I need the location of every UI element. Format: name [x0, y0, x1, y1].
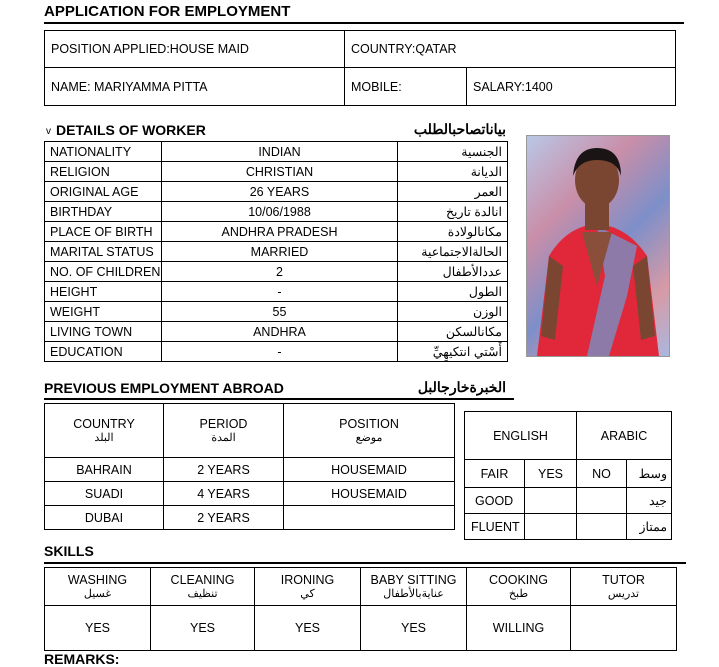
worker-photo [526, 135, 670, 357]
details-mark: v [46, 126, 51, 137]
previous-title-ar: الخبرةخارجالبل [417, 379, 506, 395]
page-title: APPLICATION FOR EMPLOYMENT [44, 3, 291, 20]
detail-label: RELIGION [45, 162, 162, 182]
header-table [44, 30, 676, 106]
detail-label-ar: أَسْتي انتكيهِيِّ [398, 342, 508, 362]
skill-cleaning: CLEANING تنظيف [151, 568, 255, 606]
table-row [45, 342, 508, 362]
detail-label: NO. OF CHILDREN [45, 262, 162, 282]
previous-title: PREVIOUS EMPLOYMENT ABROAD [44, 380, 284, 396]
skill-value: YES [151, 606, 255, 651]
table-row [45, 282, 508, 302]
details-table [44, 141, 508, 362]
prev-cell: HOUSEMAID [284, 458, 455, 482]
skills-rule [44, 562, 686, 564]
detail-value: MARRIED [162, 242, 398, 262]
detail-label: WEIGHT [45, 302, 162, 322]
skill-tutor: TUTOR تدريس [571, 568, 677, 606]
lang-fluent: FLUENT [465, 514, 525, 540]
lang-arabic: ARABIC [577, 412, 672, 460]
skill-value: WILLING [467, 606, 571, 651]
prev-header-country: COUNTRY البلد [45, 404, 164, 458]
languages-table [464, 411, 672, 540]
detail-label: HEIGHT [45, 282, 162, 302]
detail-label-ar: الوزن [398, 302, 508, 322]
detail-value: ANDHRA [162, 322, 398, 342]
table-row [45, 242, 508, 262]
prev-cell: 4 YEARS [164, 482, 284, 506]
detail-value: 26 YEARS [162, 182, 398, 202]
lang-yes: YES [525, 460, 577, 488]
lang-good: GOOD [465, 488, 525, 514]
lang-english: ENGLISH [465, 412, 577, 460]
table-row [45, 262, 508, 282]
table-row [45, 142, 508, 162]
skill-value: YES [361, 606, 467, 651]
lang-fluent-ar: ممتاز [627, 514, 672, 540]
detail-label-ar: العمر [398, 182, 508, 202]
detail-label: MARITAL STATUS [45, 242, 162, 262]
table-row [45, 182, 508, 202]
skill-baby-sitting: BABY SITTING عنايةبالأطفال [361, 568, 467, 606]
detail-label: PLACE OF BIRTH [45, 222, 162, 242]
detail-label-ar: الطول [398, 282, 508, 302]
table-row [45, 506, 455, 530]
skill-value [571, 606, 677, 651]
table-row [45, 322, 508, 342]
details-title-ar: بياناتصاحبالطلب [413, 121, 506, 137]
detail-label: EDUCATION [45, 342, 162, 362]
prev-header-position: POSITION موضع [284, 404, 455, 458]
detail-label: BIRTHDAY [45, 202, 162, 222]
detail-value: - [162, 342, 398, 362]
detail-label-ar: الجنسية [398, 142, 508, 162]
skills-title: SKILLS [44, 543, 94, 559]
previous-table [44, 403, 455, 530]
table-row [45, 222, 508, 242]
applicant-name: NAME: MARIYAMMA PITTA [45, 68, 345, 106]
table-row [45, 302, 508, 322]
lang-no: NO [577, 460, 627, 488]
skill-cooking: COOKING طبخ [467, 568, 571, 606]
detail-value: 10/06/1988 [162, 202, 398, 222]
table-row [45, 458, 455, 482]
detail-value: ANDHRA PRADESH [162, 222, 398, 242]
skill-value: YES [255, 606, 361, 651]
prev-cell: HOUSEMAID [284, 482, 455, 506]
title-rule [44, 22, 684, 24]
detail-label-ar: مكانالولادة [398, 222, 508, 242]
detail-value: 55 [162, 302, 398, 322]
detail-label: ORIGINAL AGE [45, 182, 162, 202]
detail-label-ar: انالدة تاريخ [398, 202, 508, 222]
detail-value: - [162, 282, 398, 302]
detail-label: LIVING TOWN [45, 322, 162, 342]
skills-table [44, 567, 677, 651]
prev-cell: BAHRAIN [45, 458, 164, 482]
table-row [45, 162, 508, 182]
skill-washing: WASHING غسيل [45, 568, 151, 606]
position-applied: POSITION APPLIED:HOUSE MAID [45, 31, 345, 68]
lang-good-ar: جيد [627, 488, 672, 514]
salary: SALARY:1400 [467, 68, 676, 106]
skill-value: YES [45, 606, 151, 651]
prev-cell: SUADI [45, 482, 164, 506]
detail-label-ar: مكانالسكن [398, 322, 508, 342]
detail-label-ar: الديانة [398, 162, 508, 182]
country: COUNTRY:QATAR [345, 31, 676, 68]
detail-value: INDIAN [162, 142, 398, 162]
mobile: MOBILE: [345, 68, 467, 106]
remarks-label: REMARKS: [44, 651, 120, 667]
detail-label: NATIONALITY [45, 142, 162, 162]
skill-ironing: IRONING كي [255, 568, 361, 606]
table-row [45, 202, 508, 222]
prev-cell [284, 506, 455, 530]
detail-value: CHRISTIAN [162, 162, 398, 182]
detail-label-ar: عددالأطفال [398, 262, 508, 282]
detail-label-ar: الحالةالاجتماعية [398, 242, 508, 262]
lang-fair-ar: وسط [627, 460, 672, 488]
details-title: DETAILS OF WORKER [56, 122, 206, 138]
table-row [45, 482, 455, 506]
prev-cell: DUBAI [45, 506, 164, 530]
previous-rule [44, 398, 514, 400]
detail-value: 2 [162, 262, 398, 282]
lang-fair: FAIR [465, 460, 525, 488]
prev-cell: 2 YEARS [164, 506, 284, 530]
prev-cell: 2 YEARS [164, 458, 284, 482]
prev-header-period: PERIOD المدة [164, 404, 284, 458]
